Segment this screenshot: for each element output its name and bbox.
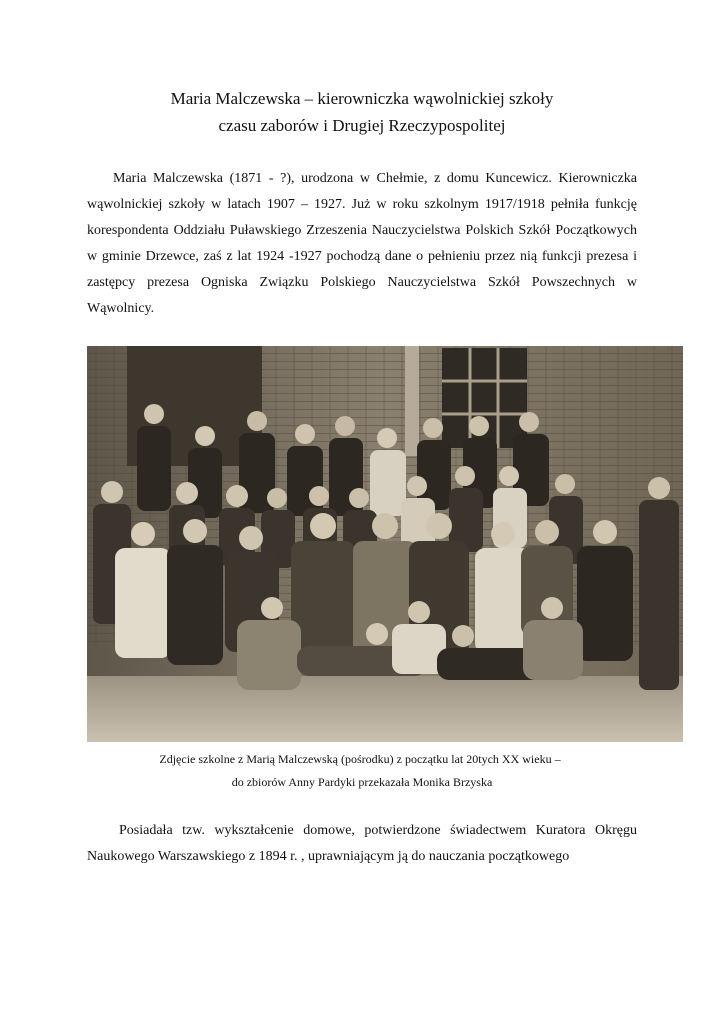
intro-paragraph: Maria Malczewska (1871 - ?), urodzona w Chełmie, z domu Kuncewicz. Kierowniczka wąwolnickiej szkoły w latach 1907 – 1927. Już w roku szkolnym 1917/1918 pełniła funkcję korespondenta Oddziału Puławskiego Zrzeszenia Nauczycielstwa Polskich Szkół Początkowych w gminie Drzewce, zaś z lat 1924 -1927 pochodzą dane o pełnieniu przez nią funkcji prezesa i zastępcy prezesa Ogniska Związku Polskiego Nauczycielstwa Szkół Powszechnych w Wąwolnicy. [87, 171, 637, 316]
document-title-line-1: Maria Malczewska – kierowniczka wąwolnickiej szkoły [170, 89, 554, 108]
photo-caption-line-1: Zdjęcie szkolne z Marią Malczewską (pośrodku) z początku lat 20tych XX wieku – [159, 752, 561, 766]
document-title-line-2: czasu zaborów i Drugiej Rzeczypospolitej [218, 116, 506, 135]
photo-caption-line-2: do zbiorów Anny Pardyki przekazała Monika Brzyska [231, 775, 493, 789]
school-group-photo [87, 346, 683, 742]
second-paragraph: Posiadała tzw. wykształcenie domowe, potwierdzone świadectwem Kuratora Okręgu Naukowego Warszawskiego z 1894 r. , uprawniającym ją do nauczania początkowego [87, 823, 637, 864]
